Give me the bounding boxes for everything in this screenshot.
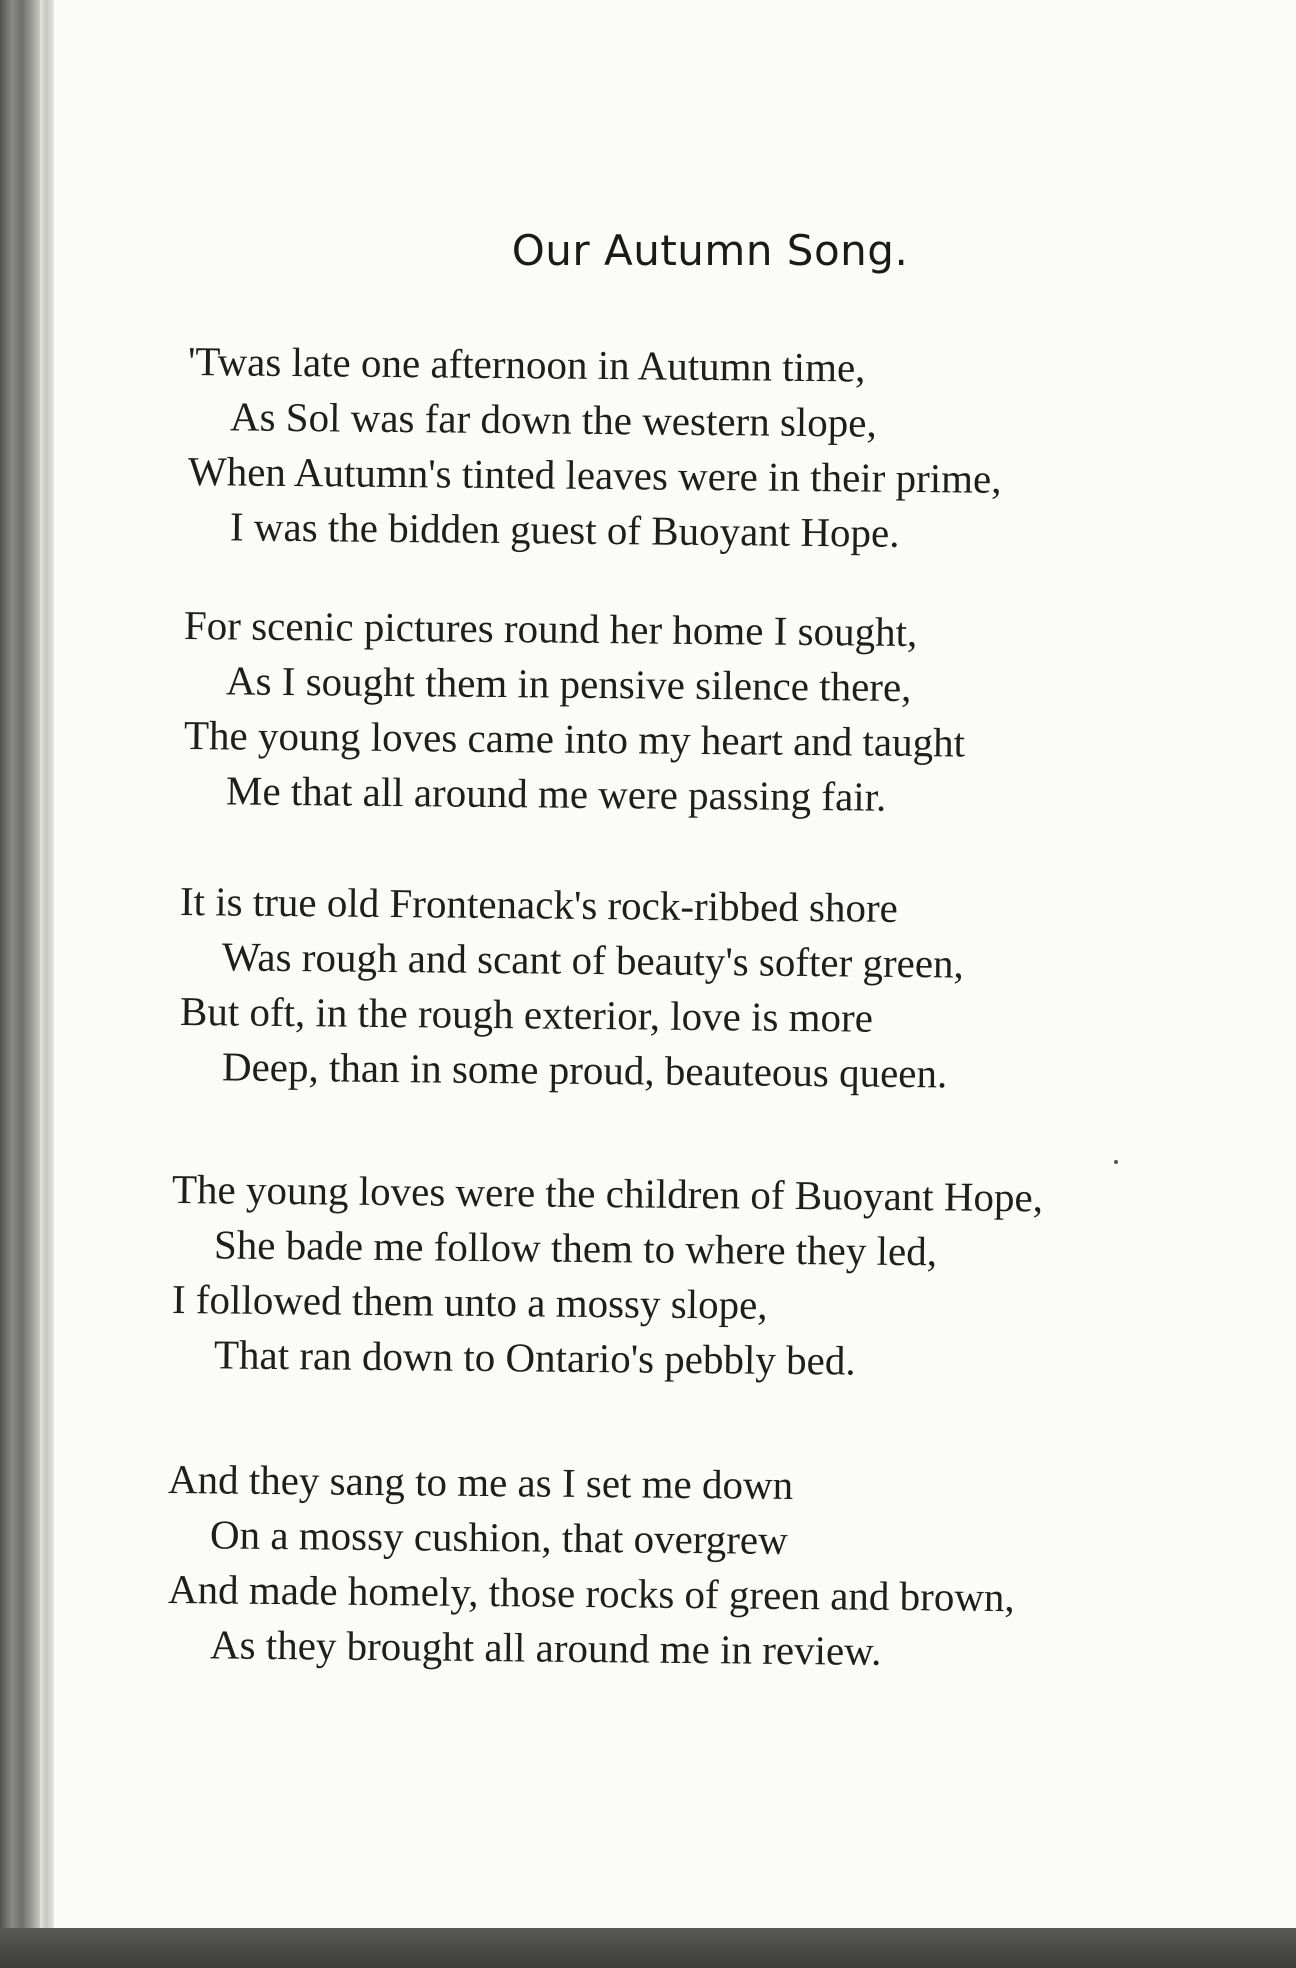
poem-line: That ran down to Ontario's pebbly bed. [213,1331,856,1384]
stanza-5 [168,1452,1015,1672]
poem-line: But oft, in the rough exterior, love is more [179,988,874,1041]
poem-line: I followed them unto a mossy slope, [171,1276,768,1328]
stanza-1 [188,334,1002,554]
paper-page [54,0,1296,1931]
ink-speck [1114,1160,1118,1164]
poem-line: She bade me follow them to where they led, [213,1221,938,1275]
poem-line: I was the bidden guest of Buoyant Hope. [229,503,900,556]
bottom-shadow-edge [0,1928,1296,1968]
poem-line: The young loves were the children of Buoyant Hope, [171,1166,1044,1221]
stanza-4 [172,1162,1043,1382]
poem-line: 'Twas late one afternoon in Autumn time, [187,338,866,391]
poem-line: As they brought all around me in review. [209,1621,882,1674]
poem-title: Our Autumn Song. [511,226,909,275]
poem-line: As I sought them in pensive silence there, [225,657,912,710]
poem-line: It is true old Frontenack's rock-ribbed shore [179,878,899,931]
stanza-3 [179,874,965,1097]
poem-line: The young loves came into my heart and taught [183,712,966,766]
poem-line: Me that all around me were passing fair. [225,767,887,820]
poem-line: When Autumn's tinted leaves were in their prime, [187,448,1002,502]
poem-line: Was rough and scant of beauty's softer green, [221,933,965,987]
poem-line: Deep, than in some proud, beauteous queen. [221,1043,948,1097]
stanza-2 [184,598,965,818]
poem-line: For scenic pictures round her home I sought, [183,602,918,656]
book-spine-edge [0,0,40,1968]
poem-line: And they sang to me as I set me down [167,1456,794,1508]
poem-line: On a mossy cushion, that overgrew [209,1511,788,1563]
poem-line: As Sol was far down the western slope, [229,393,877,446]
poem-line: And made homely, those rocks of green and brown, [167,1566,1015,1621]
